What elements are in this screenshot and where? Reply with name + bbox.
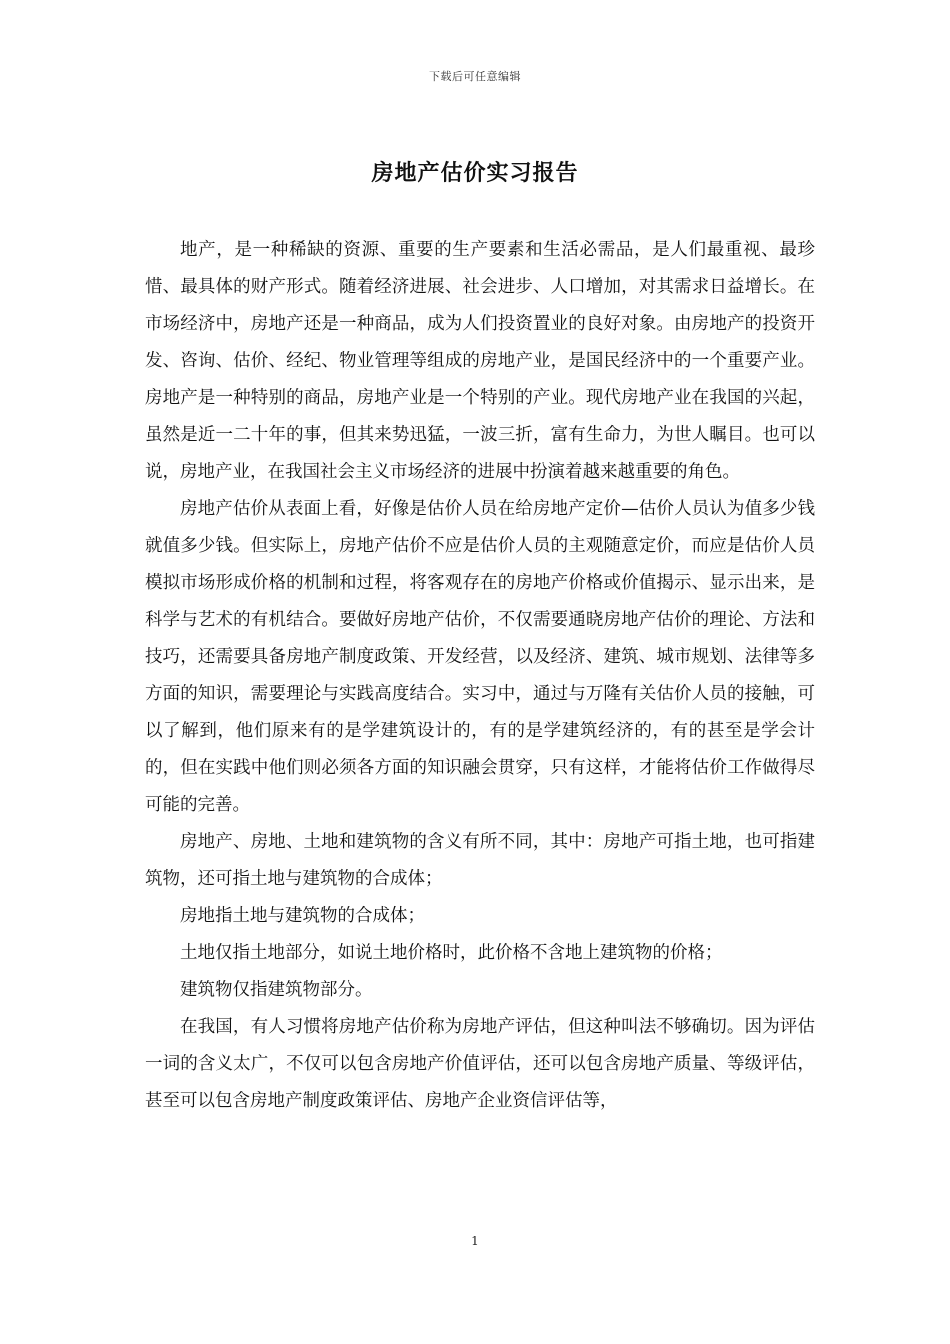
page-title: 房地产估价实习报告 [371, 160, 579, 186]
body-text [145, 232, 815, 1120]
page-number: 1 [471, 1234, 479, 1248]
paragraph-1: 地产，是一种稀缺的资源、重要的生产要素和生活必需品，是人们最重视、最珍惜、最具体的财产形式。随着经济进展、社会进步、人口增加，对其需求日益增长。在市场经济中，房地产还是一种商品，成为人们投资置业的良好对象。由房地产的投资开发、咨询、估价、经纪、物业管理等组成的房地产业，是国民经济中的一个重要产业。房地产是一种特别的商品，房地产业是一个特别的产业。现代房地产业在我国的兴起，虽然是近一二十年的事，但其来势迅猛，一波三折，富有生命力，为世人瞩目。也可以说，房地产业，在我国社会主义市场经济的进展中扮演着越来越重要的角色。 [145, 240, 815, 482]
header-note: 下载后可任意编辑 [429, 70, 521, 83]
paragraph-3: 房地产、房地、土地和建筑物的含义有所不同，其中：房地产可指土地，也可指建筑物，还可指土地与建筑物的合成体； [145, 832, 815, 889]
paragraph-4: 房地指土地与建筑物的合成体； [180, 906, 425, 926]
paragraph-6: 建筑物仅指建筑物部分。 [180, 980, 373, 1000]
paragraph-5: 土地仅指土地部分，如说土地价格时，此价格不含地上建筑物的价格； [180, 943, 723, 963]
paragraph-7: 在我国，有人习惯将房地产估价称为房地产评估，但这种叫法不够确切。因为评估一词的含义太广，不仅可以包含房地产价值评估，还可以包含房地产质量、等级评估，甚至可以包含房地产制度政策评估、房地产企业资信评估等， [145, 1017, 815, 1111]
paragraph-2: 房地产估价从表面上看，好像是估价人员在给房地产定价—估价人员认为值多少钱就值多少钱。但实际上，房地产估价不应是估价人员的主观随意定价，而应是估价人员模拟市场形成价格的机制和过程，将客观存在的房地产价格或价值揭示、显示出来，是科学与艺术的有机结合。要做好房地产估价，不仅需要通晓房地产估价的理论、方法和技巧，还需要具备房地产制度政策、开发经营，以及经济、建筑、城市规划、法律等多方面的知识，需要理论与实践高度结合。实习中，通过与万隆有关估价人员的接触，可以了解到，他们原来有的是学建筑设计的，有的是学建筑经济的，有的甚至是学会计的，但在实践中他们则必须各方面的知识融会贯穿，只有这样，才能将估价工作做得尽可能的完善。 [145, 499, 815, 815]
